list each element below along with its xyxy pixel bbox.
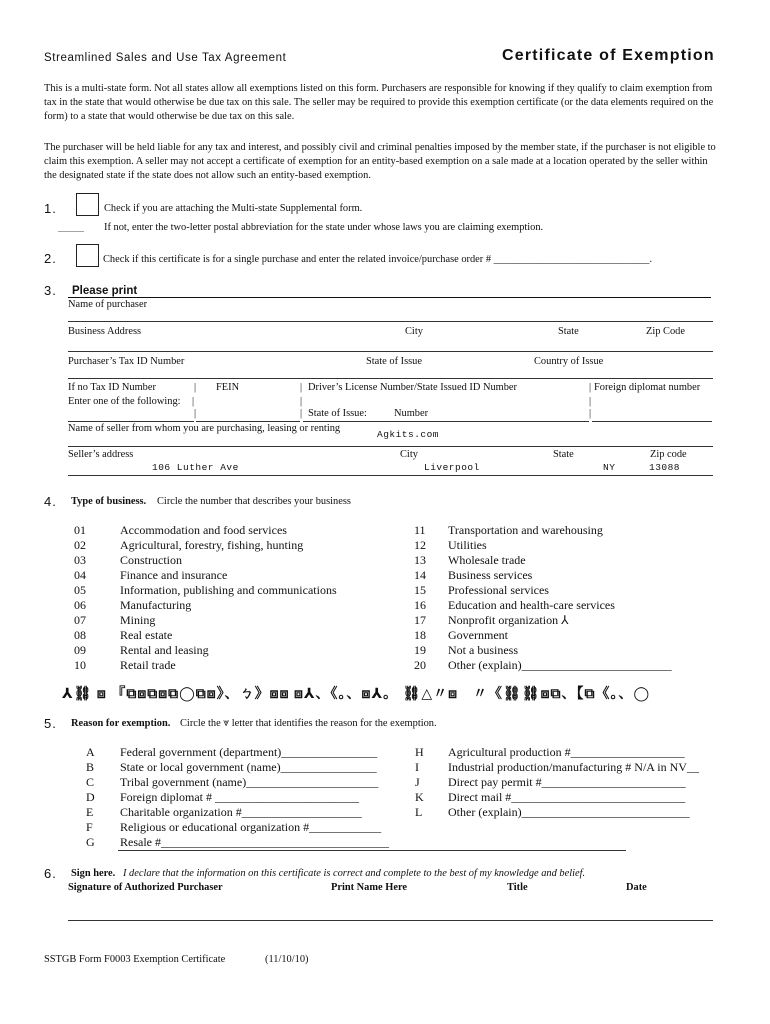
reason-item: Federal government (department)________________ — [120, 745, 378, 759]
section-3-number: 3. — [44, 283, 57, 298]
seller-name-value[interactable]: Agkits.com — [377, 429, 440, 440]
signature-line[interactable] — [68, 920, 713, 921]
reason-code[interactable]: L — [415, 805, 423, 819]
purchaser-name-label: Name of purchaser — [68, 299, 148, 310]
reason-item: Other (explain)____________________________ — [448, 805, 690, 819]
sign-here-heading: Sign here. — [71, 868, 116, 879]
business-type-item: Other (explain)_________________________ — [448, 658, 672, 672]
seller-name-line — [68, 446, 713, 447]
fein-field-line-b[interactable] — [196, 421, 300, 422]
seller-city-label: City — [400, 449, 418, 460]
business-type-item: Manufacturing — [120, 598, 192, 612]
reason-code[interactable]: H — [415, 745, 424, 759]
seller-zip-value[interactable]: 13088 — [649, 462, 681, 473]
business-type-item: Construction — [120, 553, 182, 567]
business-address-label: Business Address — [68, 326, 142, 337]
business-code[interactable]: 01 — [74, 523, 86, 537]
business-type-item: Not a business — [448, 643, 518, 657]
seller-city-value[interactable]: Liverpool — [424, 462, 480, 473]
business-code[interactable]: 09 — [74, 643, 86, 657]
business-codes-right — [414, 523, 426, 673]
business-type-item: Information, publishing and communications — [120, 583, 337, 597]
business-type-item: Finance and insurance — [120, 568, 228, 582]
seller-address-label: Seller’s address — [68, 449, 134, 460]
business-code[interactable]: 14 — [414, 568, 426, 582]
divider-bar: | — [589, 408, 592, 419]
fein-label: FEIN — [216, 382, 240, 393]
seller-name-label: Name of seller from whom you are purchasing, leasing or renting — [68, 423, 341, 434]
divider-bar: | — [589, 382, 592, 393]
business-types-left — [120, 523, 337, 673]
section-6-number: 6. — [44, 866, 57, 881]
reason-code[interactable]: K — [415, 790, 424, 804]
business-type-item: Rental and leasing — [120, 643, 209, 657]
state-of-issue-label: State of Issue — [366, 356, 422, 367]
city-label: City — [405, 326, 423, 337]
drivers-license-label: Driver’s License Number/State Issued ID Number — [308, 382, 518, 393]
business-type-item: Business services — [448, 568, 533, 582]
business-address-line[interactable] — [68, 321, 713, 322]
single-purchase-label: Check if this certificate is for a single purchase and enter the related invoice/purchase order # ______________________________. — [103, 254, 653, 265]
reason-item: Foreign diplomat # ________________________ — [120, 790, 359, 804]
section-1-number: 1. — [44, 201, 57, 216]
divider-bar: | — [300, 396, 303, 407]
state-label: State — [558, 326, 579, 337]
reason-items-left — [120, 745, 389, 850]
reason-heading: Reason for exemption. — [71, 718, 171, 729]
seller-address-line — [68, 475, 713, 476]
business-code[interactable]: 11 — [414, 523, 426, 537]
reason-item: Direct pay permit #________________________ — [448, 775, 686, 789]
seller-zip-label: Zip code — [650, 449, 687, 460]
business-code[interactable]: 04 — [74, 568, 86, 582]
garbled-text-line: ⅄⛓ ⧈ 『⧉⧈⧉⧈⧉◯⧉⧈》、ㄅ》⧈⧈ ⧈⅄、《。、⧈⅄。 ⛓△〃⧈ 〃《⛓⛓⧈⧉、【⧉《。、◯ — [62, 687, 651, 702]
reason-code[interactable]: G — [86, 835, 95, 849]
reason-code[interactable]: D — [86, 790, 95, 804]
enter-one-label: Enter one of the following: — [68, 396, 181, 407]
divider-bar: | — [194, 382, 197, 393]
business-type-item: Agricultural, forestry, fishing, hunting — [120, 538, 304, 552]
reason-item: State or local government (name)________________ — [120, 760, 377, 774]
business-type-item: Real estate — [120, 628, 173, 642]
agreement-title: Streamlined Sales and Use Tax Agreement — [44, 52, 287, 64]
country-of-issue-label: Country of Issue — [534, 356, 604, 367]
tax-id-line[interactable] — [68, 351, 713, 352]
business-code[interactable]: 07 — [74, 613, 86, 627]
business-type-item: Accommodation and food services — [120, 523, 287, 537]
reason-item: Religious or educational organization #____________ — [120, 820, 382, 834]
business-type-heading: Type of business. — [71, 496, 147, 507]
state-abbreviation-label: If not, enter the two-letter postal abbreviation for the state under whose laws you are claiming exemption. — [104, 222, 544, 233]
reason-code[interactable]: B — [86, 760, 95, 774]
business-type-item: Retail trade — [120, 658, 176, 672]
reason-codes-left — [86, 745, 95, 850]
section-5-number: 5. — [44, 716, 57, 731]
business-type-item: Professional services — [448, 583, 549, 597]
business-code[interactable]: 17 — [414, 613, 426, 627]
please-print-label: Please print — [72, 285, 138, 297]
business-code[interactable]: 02 — [74, 538, 86, 552]
business-code[interactable]: 20 — [414, 658, 426, 672]
diplomat-field-line[interactable] — [592, 421, 712, 422]
reason-code[interactable]: F — [86, 820, 93, 834]
footer-date: (11/10/10) — [265, 954, 309, 965]
business-codes-left — [74, 523, 86, 673]
reason-instruction: Circle the ⩔ letter that identifies the reason for the exemption. — [180, 718, 437, 729]
dl-state-of-issue-label: State of Issue: — [308, 408, 367, 419]
reason-code[interactable]: J — [415, 775, 420, 789]
print-name-label: Print Name Here — [331, 882, 407, 893]
business-code[interactable]: 05 — [74, 583, 86, 597]
fein-field-line-a[interactable] — [68, 421, 194, 422]
divider-bar: | — [194, 408, 197, 419]
business-type-instruction: Circle the number that describes your business — [157, 496, 351, 507]
business-code[interactable]: 15 — [414, 583, 426, 597]
business-code[interactable]: 10 — [74, 658, 86, 672]
seller-state-label: State — [553, 449, 574, 460]
reason-items-right — [448, 745, 699, 820]
intro-paragraph-2: The purchaser will be held liable for any tax and interest, and possibly civil and criminal penalties imposed by the member state, if the purchaser is not eligible to claim this exemption. A seller may not accept a certificate of exemption for an entity-based exemption on a sale made at a location operated by the seller within the designated state if the state does not allow such an entity-based exemption. — [44, 142, 716, 181]
business-type-item: Nonprofit organization ⅄ — [448, 613, 569, 627]
seller-address-value[interactable]: 106 Luther Ave — [152, 462, 239, 473]
business-code[interactable]: 19 — [414, 643, 426, 657]
business-type-item: Education and health-care services — [448, 598, 615, 612]
divider-bar: | — [300, 408, 303, 419]
reason-code[interactable]: C — [86, 775, 95, 789]
business-type-item: Utilities — [448, 538, 487, 552]
single-purchase-checkbox[interactable] — [76, 244, 99, 267]
multistate-supplemental-checkbox[interactable] — [76, 193, 99, 216]
business-type-item: Mining — [120, 613, 156, 627]
zip-code-label: Zip Code — [646, 326, 685, 337]
signature-label: Signature of Authorized Purchaser — [68, 882, 223, 893]
business-code[interactable]: 08 — [74, 628, 86, 642]
business-type-item: Government — [448, 628, 508, 642]
declaration-text: I declare that the information on this certificate is correct and complete to the best of my knowledge and belief. — [123, 868, 586, 879]
business-code[interactable]: 13 — [414, 553, 426, 567]
reason-item: Charitable organization #____________________ — [120, 805, 362, 819]
no-tax-id-label: If no Tax ID Number — [68, 382, 156, 393]
reason-code[interactable]: I — [415, 760, 419, 774]
state-abbreviation-field[interactable]: _____ — [58, 222, 84, 233]
business-type-item: Transportation and warehousing — [448, 523, 603, 537]
seller-state-value[interactable]: NY — [603, 462, 616, 473]
business-code[interactable]: 12 — [414, 538, 426, 552]
foreign-diplomat-label: Foreign diplomat number — [594, 382, 701, 393]
dl-number-label: Number — [394, 408, 429, 419]
business-code[interactable]: 16 — [414, 598, 426, 612]
reason-item: Agricultural production #___________________ — [448, 745, 685, 759]
tax-id-label: Purchaser’s Tax ID Number — [68, 356, 185, 367]
section-2-number: 2. — [44, 251, 57, 266]
business-code[interactable]: 18 — [414, 628, 426, 642]
id-options-line — [68, 378, 713, 379]
reason-item: Direct mail #_____________________________ — [448, 790, 686, 804]
reason-item: Tribal government (name)______________________ — [120, 775, 379, 789]
title-label: Title — [507, 882, 528, 893]
divider-bar: | — [589, 396, 592, 407]
reason-item: Industrial production/manufacturing # N/A in NV__ — [448, 760, 699, 774]
business-code[interactable]: 03 — [74, 553, 86, 567]
business-code[interactable]: 06 — [74, 598, 86, 612]
business-types-right — [448, 523, 672, 673]
reason-codes-right — [415, 745, 424, 820]
purchaser-name-line[interactable] — [68, 297, 711, 298]
reason-underline — [118, 850, 626, 851]
date-label: Date — [626, 882, 647, 893]
divider-bar: | — [300, 382, 303, 393]
section-4-number: 4. — [44, 494, 57, 509]
multistate-checkbox-label: Check if you are attaching the Multi-state Supplemental form. — [104, 203, 363, 214]
divider-bar: | — [192, 396, 195, 407]
business-type-item: Wholesale trade — [448, 553, 526, 567]
page-title: Certificate of Exemption — [502, 47, 715, 64]
reason-code[interactable]: A — [86, 745, 95, 759]
footer-form-id: SSTGB Form F0003 Exemption Certificate — [44, 954, 226, 965]
reason-code[interactable]: E — [86, 805, 94, 819]
intro-paragraph-1: This is a multi-state form. Not all states allow all exemptions listed on this form. Purchasers are responsible for knowing if they qualify to claim exemption from tax in the state that would otherwise be due tax on this sale. The seller may be required to provide this exemption certificate (or the data elements required on the form) to a state that would otherwise be due tax on this sale. — [44, 83, 714, 122]
reason-item: Resale #______________________________________ — [120, 835, 389, 849]
dl-field-line[interactable] — [303, 421, 589, 422]
